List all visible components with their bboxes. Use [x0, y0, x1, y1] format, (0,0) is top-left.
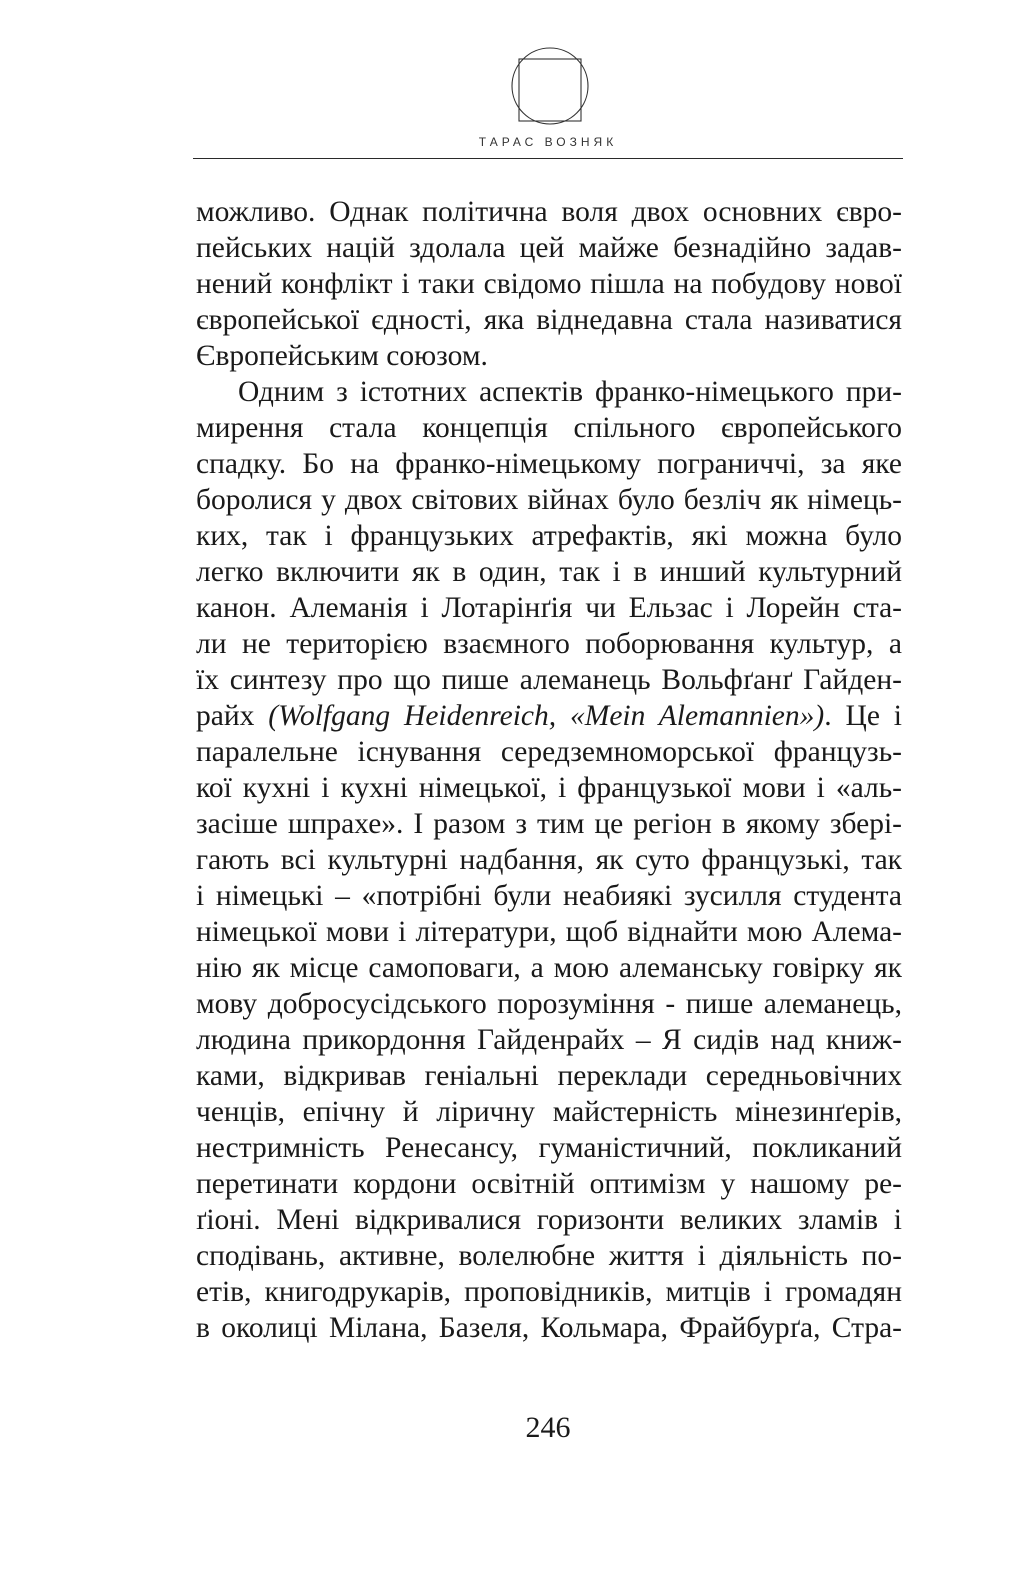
text-line: пейських націй здолала цей майже безнадійно задав-: [196, 232, 902, 264]
text-line: можливо. Однак політична воля двох основних євро-: [196, 196, 902, 228]
text-line: мову добросусідського порозуміння - пише алеманець,: [196, 988, 902, 1020]
citation-lead: райх: [196, 700, 269, 732]
text-line: гають всі культурні надбання, як суто французькі, так: [196, 844, 902, 876]
text-line: мирення стала концепція спільного європейського: [196, 412, 902, 444]
citation-italic: (Wolfgang Heidenreich, «Mein Alemannien»): [268, 700, 825, 732]
text-line: Європейським союзом.: [196, 340, 488, 372]
text-line: їх синтезу про що пише алеманець Вольфґанґ Гайден-: [196, 664, 902, 696]
text-line: канон. Алеманія і Лотарінґія чи Ельзас і Лорейн ста-: [196, 592, 902, 624]
circle-square-emblem: [510, 46, 590, 126]
running-head: ТАРАС ВОЗНЯК: [478, 135, 618, 149]
text-line: нестримність Ренесансу, гуманістичний, покликаний: [196, 1132, 902, 1164]
text-line: і німецькі – «потрібні були неабиякі зусилля студента: [196, 880, 902, 912]
text-line: засіше шпрахе». І разом з тим це регіон в якому збері-: [196, 808, 902, 840]
text-line: паралельне існування середземноморської французь-: [196, 736, 902, 768]
text-line: ченців, епічну й ліричну майстерність мінезинґерів,: [196, 1096, 902, 1128]
text-line: ли не територією взаємного поборювання культур, а: [196, 628, 902, 660]
text-line: сподівань, активне, волелюбне життя і діяльність по-: [196, 1240, 902, 1272]
paragraph-first-line: Одним з істотних аспектів франко-німецького при-: [238, 376, 902, 408]
text-line: ких, так і французьких атрефактів, які можна було: [196, 520, 902, 552]
text-line: кої кухні і кухні німецької, і французької мови і «аль-: [196, 772, 902, 804]
text-line: людина прикордоння Гайденрайх – Я сидів над книж-: [196, 1024, 902, 1056]
text-line: перетинати кордони освітній оптимізм у нашому ре-: [196, 1168, 902, 1200]
text-line: ками, відкривав геніальні переклади середньовічних: [196, 1060, 902, 1092]
text-line: німецької мови і літератури, щоб віднайти мою Алема-: [196, 916, 902, 948]
text-line: етів, книгодрукарів, проповідників, митців і громадян: [196, 1276, 902, 1308]
text-line: спадку. Бо на франко-німецькому пограниччі, за яке: [196, 448, 902, 480]
text-line: боролися у двох світових війнах було безліч як німець-: [196, 484, 902, 516]
page-number: 246: [525, 1411, 571, 1444]
text-line: ґіоні. Мені відкривалися горизонти великих зламів і: [196, 1204, 902, 1236]
text-line: нію як місце самоповаги, а мою алеманську говірку як: [196, 952, 902, 984]
text-line: нений конфлікт і таки свідомо пішла на побудову нової: [196, 268, 902, 300]
text-line: європейської єдності, яка віднедавна стала називатися: [196, 304, 902, 336]
citation-tail: . Це і: [824, 700, 903, 732]
text-line: в околиці Мілана, Базеля, Кольмара, Фрайбурґа, Стра-: [196, 1312, 902, 1344]
text-line: легко включити як в один, так і в инший культурний: [196, 556, 902, 588]
text-line-with-citation: [196, 696, 902, 736]
header-rule: [193, 158, 903, 159]
